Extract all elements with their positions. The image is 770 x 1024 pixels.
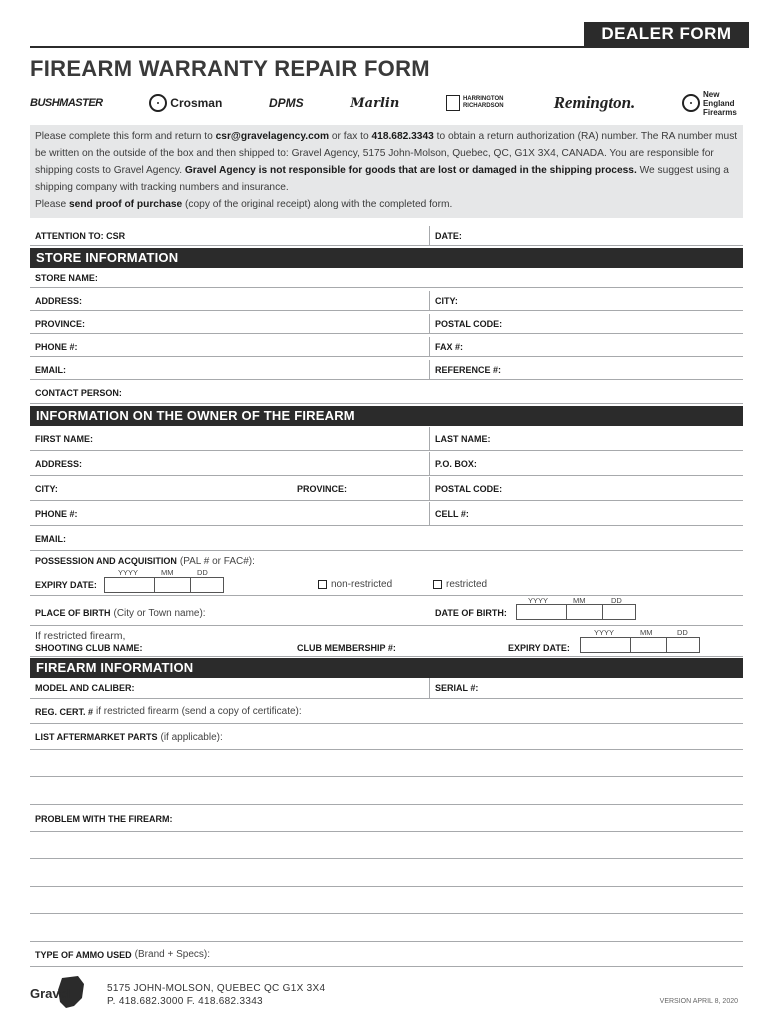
attention-field[interactable] — [30, 226, 430, 245]
aftermarket-line[interactable] — [30, 778, 743, 805]
store-reference-label: REFERENCE #: — [435, 364, 502, 375]
owner-province-field[interactable] — [292, 477, 430, 500]
owner-pobox-label: P.O. BOX: — [435, 458, 477, 469]
footer-phones: P. 418.682.3000 F. 418.682.3343 — [107, 996, 263, 1007]
store-contact-row — [30, 383, 743, 404]
model-caliber-field[interactable] — [30, 678, 430, 698]
restricted-checkbox[interactable] — [433, 579, 487, 590]
remington-logo — [554, 93, 636, 113]
ammo-label: TYPE OF AMMO USED — [35, 949, 132, 960]
problem-line[interactable] — [30, 833, 743, 859]
shield-icon — [446, 95, 460, 111]
store-email-field[interactable] — [30, 360, 430, 379]
harrington-logo — [446, 95, 507, 111]
intro-text: Please — [35, 199, 69, 210]
store-address-label: ADDRESS: — [35, 295, 83, 306]
bushmaster-logo — [30, 97, 103, 109]
owner-pal-label: POSSESSION AND ACQUISITION — [35, 556, 177, 566]
firearm-regcert-row — [30, 700, 743, 724]
dpms-logo-text: DPMS — [268, 96, 304, 110]
aftermarket-row — [30, 725, 743, 750]
owner-address-row — [30, 452, 743, 476]
problem-line[interactable] — [30, 888, 743, 914]
firearm-section-heading: FIREARM INFORMATION — [30, 658, 743, 678]
owner-email-field[interactable] — [30, 527, 743, 550]
dob-label-text: DATE OF BIRTH: — [435, 608, 507, 618]
club-expiry-label-text: EXPIRY DATE: — [508, 643, 570, 653]
harrington-logo-text: HARRINGTON RICHARDSON — [462, 96, 504, 109]
problem-field[interactable] — [30, 806, 743, 831]
owner-pob-field[interactable] — [30, 603, 430, 623]
intro-text: We suggest using a shipping company with tracking numbers and insurance. — [35, 165, 729, 193]
club-expiry-label — [503, 642, 583, 654]
crosshair-icon — [149, 94, 167, 112]
intro-text: Please complete this form and return to — [35, 131, 216, 142]
store-name-label: STORE NAME: — [35, 272, 98, 283]
instructions-box — [30, 125, 743, 218]
checkbox-icon — [318, 580, 327, 589]
attention-row — [30, 226, 743, 246]
liability-notice: Gravel Agency is not responsible for goods that are lost or damaged in the shipping process. — [184, 165, 637, 176]
intro-text: (copy of the original receipt) along with the completed form. — [182, 199, 453, 210]
footer-street: 5175 JOHN-MOLSON, QUEBEC QC G1X 3X4 — [107, 983, 326, 994]
dealer-form-badge: DEALER FORM — [584, 22, 749, 46]
owner-email-row — [30, 527, 743, 551]
dd-hint: DD — [197, 568, 208, 577]
store-contact-label: CONTACT PERSON: — [35, 388, 122, 398]
regcert-hint: if restricted firearm (send a copy of certificate): — [96, 706, 302, 717]
problem-line[interactable] — [30, 915, 743, 942]
store-province-row — [30, 314, 743, 334]
ammo-field[interactable] — [30, 943, 743, 966]
store-phone-row — [30, 337, 743, 357]
bushmaster-logo-text: BUSHMASTER — [30, 97, 103, 109]
owner-address-field[interactable] — [30, 452, 430, 475]
yyyy-hint: YYYY — [118, 568, 139, 577]
remington-logo-text: Remington. — [553, 93, 636, 112]
page-title: FIREARM WARRANTY REPAIR FORM — [30, 56, 430, 81]
ammo-hint: (Brand + Specs): — [134, 949, 210, 960]
intro-text: to obtain a return authorization (RA) number. The RA number must be written on the outside of the box and then shipped to: Gravel Agency, 5175 John-Molson, Quebec, QC, G1X 3X4, CANADA. You are responsible for shipping costs to Gravel Agency. — [35, 131, 738, 176]
owner-phone-label: PHONE #: — [35, 508, 78, 519]
seal-icon — [682, 94, 700, 112]
shooting-club-label: SHOOTING CLUB NAME: — [35, 643, 143, 653]
dob-date-input[interactable] — [516, 604, 636, 620]
owner-pobox-field[interactable] — [430, 452, 743, 475]
owner-first-name-field[interactable] — [30, 427, 430, 450]
header-rule — [30, 46, 749, 48]
owner-address-label: ADDRESS: — [35, 458, 83, 469]
brand-logos — [30, 88, 749, 118]
store-name-row — [30, 268, 743, 288]
expiry-label-text: EXPIRY DATE: — [35, 580, 97, 590]
store-phone-field[interactable] — [30, 337, 430, 356]
store-province-field[interactable] — [30, 314, 430, 333]
owner-cell-label: CELL #: — [435, 508, 469, 519]
firearm-model-row — [30, 678, 743, 699]
owner-phone-field[interactable] — [30, 502, 430, 525]
yyyy-hint: YYYY — [528, 596, 549, 605]
version-note: VERSION APRIL 8, 2020 — [659, 998, 738, 1005]
owner-pal-field[interactable] — [30, 554, 430, 568]
club-expiry-day[interactable] — [667, 638, 699, 652]
restricted-label: restricted — [446, 579, 488, 590]
store-fax-label: FAX #: — [435, 341, 464, 352]
club-membership-label: CLUB MEMBERSHIP #: — [297, 643, 396, 653]
owner-last-name-label: LAST NAME: — [435, 433, 491, 444]
regcert-field[interactable] — [30, 700, 743, 723]
serial-field[interactable] — [430, 678, 743, 698]
store-fax-field[interactable] — [430, 337, 743, 356]
dob-day[interactable] — [603, 605, 635, 619]
ammo-row — [30, 943, 743, 967]
store-address-field[interactable] — [30, 291, 430, 310]
nonrestricted-checkbox[interactable] — [318, 579, 392, 590]
gravel-logo-text: Gravel — [30, 986, 71, 1001]
marlin-logo-text: Marlin — [350, 95, 400, 111]
pal-expiry-day[interactable] — [191, 578, 223, 592]
marlin-logo — [350, 96, 399, 111]
owner-pob-hint: (City or Town name): — [113, 607, 206, 619]
store-name-field[interactable] — [30, 268, 743, 287]
owner-city-field[interactable] — [30, 477, 292, 500]
problem-line[interactable] — [30, 860, 743, 887]
attention-label: ATTENTION TO: CSR — [35, 230, 126, 241]
serial-label: SERIAL #: — [435, 683, 479, 693]
store-province-label: PROVINCE: — [35, 318, 86, 329]
problem-row — [30, 806, 743, 832]
store-phone-label: PHONE #: — [35, 341, 78, 352]
date-field[interactable] — [430, 226, 743, 245]
new-england-logo — [682, 90, 749, 117]
pal-expiry-date-input[interactable] — [104, 577, 224, 593]
crosman-logo — [149, 94, 222, 112]
aftermarket-hint: (if applicable): — [160, 731, 223, 743]
club-membership-field[interactable] — [292, 642, 492, 654]
mm-hint: MM — [161, 568, 174, 577]
checkbox-icon — [433, 580, 442, 589]
owner-city-row — [30, 477, 743, 501]
contact-fax: 418.682.3343 — [371, 131, 434, 142]
dpms-logo — [269, 96, 304, 110]
store-reference-field[interactable] — [430, 360, 743, 379]
dd-hint: DD — [611, 596, 622, 605]
store-postal-label: POSTAL CODE: — [435, 318, 503, 329]
owner-name-row — [30, 427, 743, 451]
if-restricted-text: If restricted firearm, — [35, 630, 126, 642]
owner-last-name-field[interactable] — [430, 427, 743, 450]
club-expiry-date-input[interactable] — [580, 637, 700, 653]
yyyy-hint: YYYY — [594, 628, 615, 637]
owner-city-label: CITY: — [35, 483, 58, 494]
intro-text: or fax to — [329, 131, 372, 142]
aftermarket-label: LIST AFTERMARKET PARTS — [35, 732, 158, 742]
owner-province-label: PROVINCE: — [297, 483, 348, 494]
owner-section-heading: INFORMATION ON THE OWNER OF THE FIREARM — [30, 406, 743, 426]
store-contact-field[interactable] — [30, 383, 743, 403]
owner-first-name-label: FIRST NAME: — [35, 433, 93, 444]
club-expiry-year[interactable] — [581, 638, 631, 652]
store-postal-field[interactable] — [430, 314, 743, 333]
regcert-label: REG. CERT. # — [35, 706, 94, 717]
aftermarket-field[interactable] — [30, 725, 743, 749]
pal-expiry-year[interactable] — [105, 578, 155, 592]
mm-hint: MM — [573, 596, 586, 605]
owner-cell-field[interactable] — [430, 502, 743, 525]
date-label: DATE: — [435, 230, 462, 241]
new-england-logo-text: New England Firearms — [702, 89, 737, 117]
owner-pal-hint: (PAL # or FAC#): — [179, 555, 255, 567]
nonrestricted-label: non-restricted — [331, 579, 393, 590]
owner-postal-label: POSTAL CODE: — [435, 483, 503, 494]
proof-notice: send proof of purchase — [68, 199, 183, 210]
aftermarket-line[interactable] — [30, 751, 743, 777]
footer-address — [107, 982, 325, 1008]
owner-dob-label — [430, 603, 520, 623]
dob-month[interactable] — [567, 605, 603, 619]
store-city-field[interactable] — [430, 291, 743, 310]
pal-expiry-month[interactable] — [155, 578, 191, 592]
owner-birth-row — [30, 597, 743, 626]
store-city-label: CITY: — [435, 295, 458, 306]
problem-label: PROBLEM WITH THE FIREARM: — [35, 813, 173, 824]
contact-email: csr@gravelagency.com — [215, 131, 330, 142]
owner-pob-label: PLACE OF BIRTH — [35, 608, 111, 618]
shooting-club-field[interactable] — [30, 642, 290, 654]
store-email-row — [30, 360, 743, 380]
owner-postal-field[interactable] — [430, 477, 743, 500]
mm-hint: MM — [640, 628, 653, 637]
dob-year[interactable] — [517, 605, 567, 619]
owner-phone-row — [30, 502, 743, 526]
if-restricted-note — [30, 630, 230, 642]
owner-pal-expiry-label — [30, 578, 110, 592]
store-section-heading: STORE INFORMATION — [30, 248, 743, 268]
crosman-logo-text: Crosman — [170, 96, 223, 110]
store-address-row — [30, 291, 743, 311]
store-email-label: EMAIL: — [35, 364, 66, 375]
model-caliber-label: MODEL AND CALIBER: — [35, 683, 135, 693]
dd-hint: DD — [677, 628, 688, 637]
owner-email-label: EMAIL: — [35, 533, 66, 544]
club-expiry-month[interactable] — [631, 638, 667, 652]
gravel-logo — [30, 972, 90, 1012]
